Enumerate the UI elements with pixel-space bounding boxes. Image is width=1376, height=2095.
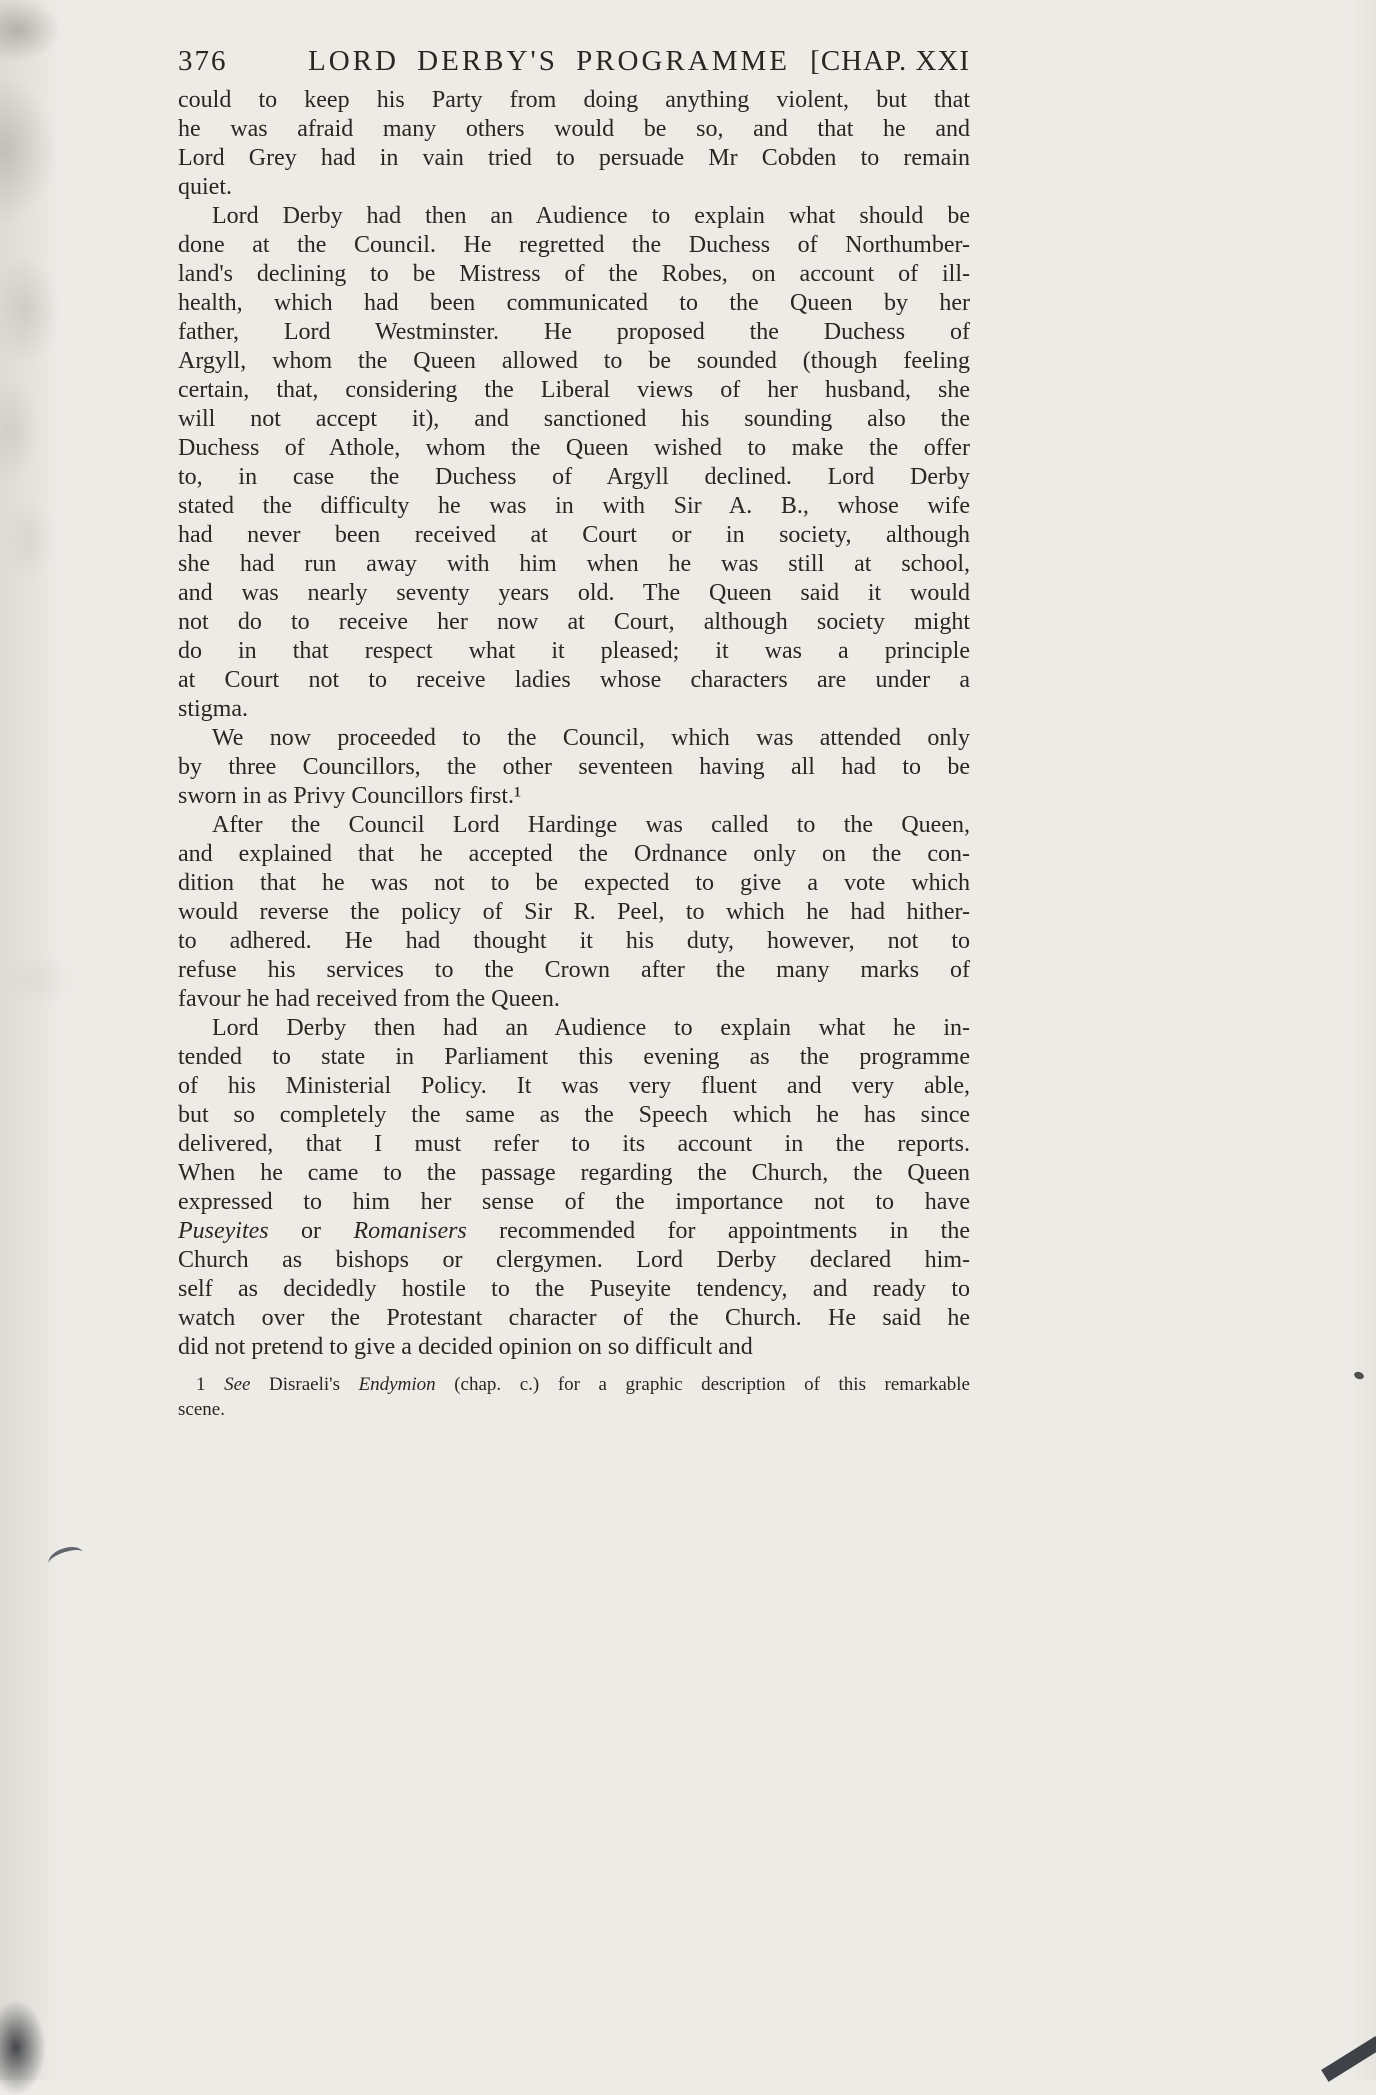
- text-line: would reverse the policy of Sir R. Peel, to which he had hither-: [178, 899, 970, 925]
- scan-mark-bottom-right: [1321, 2036, 1376, 2082]
- text-line: do in that respect what it pleased; it was a principle: [178, 638, 970, 664]
- text-line: refuse his services to the Crown after the many marks of: [178, 957, 970, 983]
- text-line: dition that he was not to be expected to give a vote which: [178, 870, 970, 896]
- text-line: tended to state in Parliament this evening as the programme: [178, 1044, 970, 1070]
- text-line: stated the difficulty he was in with Sir A. B., whose wife: [178, 493, 970, 519]
- text-line: Lord Derby had then an Audience to explain what should be: [212, 203, 970, 229]
- paragraph: [178, 1014, 970, 1362]
- text-line: watch over the Protestant character of the Church. He said he: [178, 1305, 970, 1331]
- text-line: health, which had been communicated to the Queen by her: [178, 290, 970, 316]
- text-line: Duchess of Athole, whom the Queen wished to make the offer: [178, 435, 970, 461]
- paragraph: [178, 811, 970, 1014]
- footnote: [178, 1372, 970, 1422]
- text-line: to adhered. He had thought it his duty, however, not to: [178, 928, 970, 954]
- text-line: done at the Council. He regretted the Duchess of Northumber-: [178, 232, 970, 258]
- text-line: sworn in as Privy Councillors first.¹: [178, 783, 522, 809]
- text-line: will not accept it), and sanctioned his sounding also the: [178, 406, 970, 432]
- text-line: he was afraid many others would be so, and that he and: [178, 116, 970, 142]
- text-block: [178, 44, 970, 1422]
- text-line: Puseyites or Romanisers recommended for appointments in the: [178, 1218, 970, 1244]
- text-line: by three Councillors, the other seventeen having all had to be: [178, 754, 970, 780]
- text-line: Argyll, whom the Queen allowed to be sounded (though feeling: [178, 348, 970, 374]
- text-line: father, Lord Westminster. He proposed the Duchess of: [178, 319, 970, 345]
- text-line: When he came to the passage regarding the Church, the Queen: [178, 1160, 970, 1186]
- paragraph: [178, 724, 970, 811]
- page-number: 376: [178, 45, 228, 77]
- text-line: Lord Derby then had an Audience to explain what he in-: [212, 1015, 970, 1041]
- chapter-label: [CHAP. XXI: [810, 45, 970, 77]
- text-line: quiet.: [178, 174, 232, 200]
- text-line: Church as bishops or clergymen. Lord Derby declared him-: [178, 1247, 970, 1273]
- text-line: not do to receive her now at Court, although society might: [178, 609, 970, 635]
- text-line: but so completely the same as the Speech which he has since: [178, 1102, 970, 1128]
- text-line: at Court not to receive ladies whose characters are under a: [178, 667, 970, 693]
- text-line: she had run away with him when he was still at school,: [178, 551, 970, 577]
- text-line: favour he had received from the Queen.: [178, 986, 560, 1012]
- paragraph: [178, 202, 970, 724]
- text-line: delivered, that I must refer to its account in the reports.: [178, 1131, 970, 1157]
- scan-mark-corner-blob: [0, 2000, 46, 2095]
- page-title: LORD DERBY'S PROGRAMME: [307, 45, 790, 77]
- text-line: expressed to him her sense of the importance not to have: [178, 1189, 970, 1215]
- text-line: land's declining to be Mistress of the Robes, on account of ill-: [178, 261, 970, 287]
- text-line: self as decidedly hostile to the Puseyite tendency, and ready to: [178, 1276, 970, 1302]
- footnote-line: scene.: [178, 1399, 225, 1420]
- text-line: and was nearly seventy years old. The Queen said it would: [178, 580, 970, 606]
- text-line: certain, that, considering the Liberal views of her husband, she: [178, 377, 970, 403]
- text-line: After the Council Lord Hardinge was called to the Queen,: [212, 812, 970, 838]
- text-line: stigma.: [178, 696, 248, 722]
- running-header: [178, 44, 970, 78]
- text-line: had never been received at Court or in society, although: [178, 522, 970, 548]
- text-line: of his Ministerial Policy. It was very fluent and very able,: [178, 1073, 970, 1099]
- text-body: [178, 86, 970, 1362]
- text-line: Lord Grey had in vain tried to persuade Mr Cobden to remain: [178, 145, 970, 171]
- text-line: could to keep his Party from doing anything violent, but that: [178, 87, 970, 113]
- text-line: and explained that he accepted the Ordnance only on the con-: [178, 841, 970, 867]
- footnote-line: 1 See Disraeli's Endymion (chap. c.) for a graphic description of this remarkable: [196, 1374, 970, 1395]
- paragraph: [178, 86, 970, 202]
- scan-mark-squiggle: [46, 1543, 86, 1573]
- text-line: to, in case the Duchess of Argyll declined. Lord Derby: [178, 464, 970, 490]
- text-line: We now proceeded to the Council, which was attended only: [212, 725, 970, 751]
- text-line: did not pretend to give a decided opinion on so difficult and: [178, 1334, 753, 1360]
- scan-mark-edge-dot: [1353, 1371, 1365, 1381]
